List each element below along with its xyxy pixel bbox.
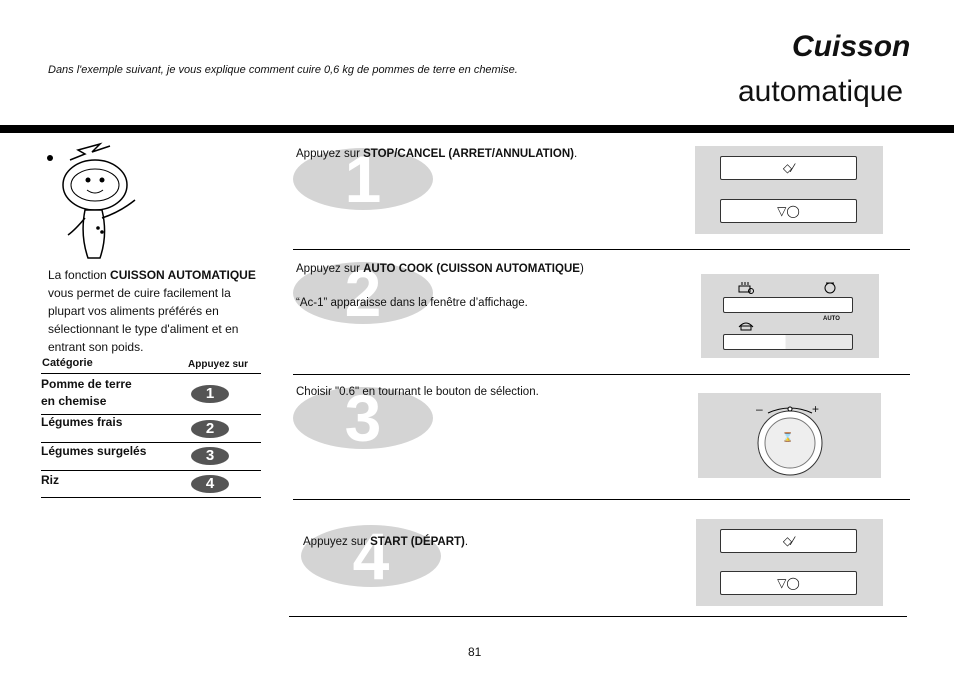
step-divider [293, 499, 910, 500]
row-category: Légumes surgelés [41, 444, 147, 458]
badge-4: 4 [191, 475, 229, 493]
cook-pot-icon [737, 280, 755, 294]
function-description [48, 266, 263, 356]
start-button[interactable]: ▽◯ [720, 571, 857, 595]
table-row [41, 472, 261, 498]
badge-3: 3 [191, 447, 229, 465]
mascot-illustration [40, 140, 150, 265]
page-title: Cuisson [792, 30, 911, 63]
step-3-number: 3 [293, 387, 433, 449]
row-category: Légumes frais [41, 415, 123, 429]
step-1-text: Appuyez sur STOP/CANCEL (ARRET/ANNULATION). [296, 148, 578, 160]
table-row [41, 376, 261, 412]
header-divider [0, 125, 954, 133]
badge-2: 2 [191, 420, 229, 438]
control-panel-step2 [701, 274, 879, 358]
step-divider [293, 374, 910, 375]
weight-time-icon: ⌛ [782, 432, 794, 442]
category-table-header [42, 357, 262, 369]
row-category: Pomme de terre en chemise [41, 377, 132, 408]
page-subtitle: automatique [738, 75, 904, 108]
auto-cook-button[interactable] [723, 334, 853, 350]
step-4-number: 4 [301, 525, 441, 587]
desc-post: vous permet de cuire facilement la plupart vos aliments préférés en sélectionnant le type d'aliment et en entrant son poids. [48, 286, 239, 354]
dial-minus: – [756, 402, 763, 416]
stop-cancel-button[interactable]: ◇⁄ [720, 529, 857, 553]
intro-text: Dans l'exemple suivant, je vous explique comment cuire 0,6 kg de pommes de terre en chemise. [48, 64, 518, 76]
page-number: 81 [468, 645, 482, 659]
table-row [41, 443, 261, 471]
step-3-text: Choisir "0.6" en tournant le bouton de sélection. [296, 386, 539, 398]
step-divider [289, 616, 907, 617]
table-row [41, 414, 261, 442]
step-4-text: Appuyez sur START (DÉPART). [303, 536, 469, 548]
reheat-icon [737, 317, 755, 331]
col-press: Appuyez sur [188, 359, 249, 370]
control-panel-step3 [698, 393, 881, 478]
step-1-number: 1 [293, 148, 433, 210]
step-2-text: Appuyez sur AUTO COOK (CUISSON AUTOMATIQUE) [296, 263, 584, 275]
control-panel-step4 [696, 519, 883, 606]
desc-bold: CUISSON AUTOMATIQUE [110, 268, 256, 282]
defrost-icon [821, 280, 839, 294]
table-rule [41, 470, 261, 471]
auto-defrost-button[interactable] [723, 297, 853, 313]
step-2-number: 2 [293, 262, 433, 324]
table-rule [41, 373, 261, 374]
control-panel-step1 [695, 146, 883, 234]
start-button[interactable]: ▽◯ [720, 199, 857, 223]
dial-plus: + [812, 402, 820, 416]
badge-1: 1 [191, 385, 229, 403]
stop-cancel-button[interactable]: ◇⁄ [720, 156, 857, 180]
desc-pre: La fonction [48, 268, 111, 282]
row-category: Riz [41, 473, 59, 487]
step-2-note: “Ac-1” apparaisse dans la fenêtre d’affichage. [296, 297, 528, 309]
table-rule [41, 497, 261, 498]
auto-label: AUTO [823, 316, 840, 322]
step-divider [293, 249, 910, 250]
col-category: Catégorie [42, 357, 93, 369]
